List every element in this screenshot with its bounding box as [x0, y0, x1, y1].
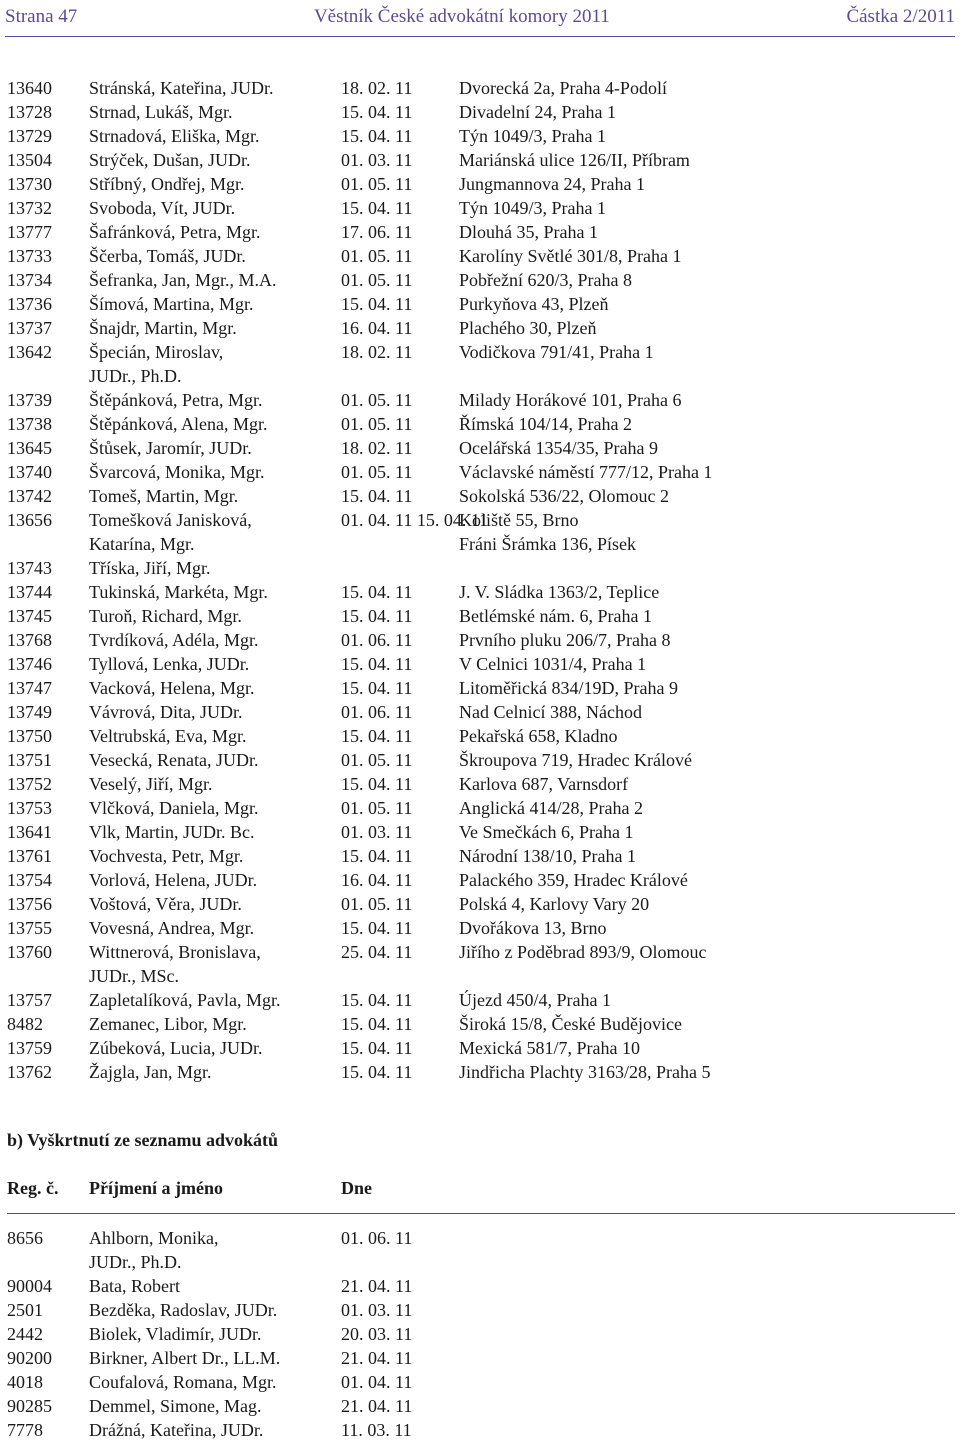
- registration-date: 18. 02. 11: [341, 438, 413, 458]
- lawyer-name: Tomešková Janisková, Katarína, Mgr.: [89, 510, 252, 554]
- list-item: [7, 1274, 957, 1298]
- list-item: [7, 1036, 957, 1060]
- removal-list: [7, 1226, 957, 1442]
- registration-date: 15. 04. 11: [341, 102, 413, 122]
- registration-date: 15. 04. 11: [341, 294, 413, 314]
- lawyer-name: Štěpánková, Petra, Mgr.: [89, 390, 263, 410]
- reg-number: 13746: [7, 654, 52, 674]
- registration-date: 01. 03. 11: [341, 822, 413, 842]
- list-item: [7, 244, 957, 268]
- list-item: [7, 628, 957, 652]
- reg-number: 13730: [7, 174, 52, 194]
- list-item: [7, 1418, 957, 1442]
- removal-date: 21. 04. 11: [341, 1396, 413, 1416]
- registration-date: 18. 02. 11: [341, 342, 413, 362]
- lawyer-name: Wittnerová, Bronislava, JUDr., MSc.: [89, 942, 261, 986]
- list-item: [7, 940, 957, 988]
- lawyer-name: Tvrdíková, Adéla, Mgr.: [89, 630, 259, 650]
- lawyer-name: Veselý, Jiří, Mgr.: [89, 774, 213, 794]
- reg-number: 13755: [7, 918, 52, 938]
- lawyer-name: Biolek, Vladimír, JUDr.: [89, 1324, 262, 1344]
- office-address: Dvořákova 13, Brno: [459, 918, 607, 938]
- list-item: [7, 124, 957, 148]
- reg-number: 2442: [7, 1324, 43, 1344]
- reg-number: 13759: [7, 1038, 52, 1058]
- list-item: [7, 148, 957, 172]
- reg-number: 13747: [7, 678, 52, 698]
- lawyer-name: Stříbný, Ondřej, Mgr.: [89, 174, 245, 194]
- col-header-date: Dne: [341, 1178, 372, 1198]
- journal-title: Věstník České advokátní komory 2011: [313, 6, 610, 27]
- registration-date: 15. 04. 11: [341, 654, 413, 674]
- list-item: [7, 1322, 957, 1346]
- list-item: [7, 796, 957, 820]
- registration-date: 15. 04. 11: [341, 774, 413, 794]
- lawyer-name: Tukinská, Markéta, Mgr.: [89, 582, 268, 602]
- lawyer-name: Vlk, Martin, JUDr. Bc.: [89, 822, 255, 842]
- office-address: Ve Smečkách 6, Praha 1: [459, 822, 634, 842]
- office-address: Ocelářská 1354/35, Praha 9: [459, 438, 658, 458]
- registration-date: 01. 06. 11: [341, 630, 413, 650]
- office-address: Jindřicha Plachty 3163/28, Praha 5: [459, 1062, 711, 1082]
- reg-number: 90200: [7, 1348, 52, 1368]
- reg-number: 13742: [7, 486, 52, 506]
- reg-number: 13757: [7, 990, 52, 1010]
- office-address: Polská 4, Karlovy Vary 20: [459, 894, 650, 914]
- lawyer-name: Zemanec, Libor, Mgr.: [89, 1014, 247, 1034]
- office-address: Národní 138/10, Praha 1: [459, 846, 636, 866]
- registration-list: [7, 76, 957, 1084]
- list-item: [7, 196, 957, 220]
- reg-number: 13768: [7, 630, 52, 650]
- office-address: Václavské náměstí 777/12, Praha 1: [459, 462, 713, 482]
- col-header-name: Příjmení a jméno: [89, 1178, 223, 1198]
- list-item: [7, 676, 957, 700]
- registration-date: 25. 04. 11: [341, 942, 413, 962]
- reg-number: 90285: [7, 1396, 52, 1416]
- office-address: Mariánská ulice 126/II, Příbram: [459, 150, 690, 170]
- section-heading: b) Vyškrtnutí ze seznamu advokátů: [7, 1130, 279, 1150]
- reg-number: 13739: [7, 390, 52, 410]
- registration-date: 01. 05. 11: [341, 174, 413, 194]
- registration-date: 01. 03. 11: [341, 150, 413, 170]
- list-item: [7, 1370, 957, 1394]
- lawyer-name: Špecián, Miroslav, JUDr., Ph.D.: [89, 342, 224, 386]
- reg-number: 8656: [7, 1228, 43, 1248]
- removal-date: 21. 04. 11: [341, 1276, 413, 1296]
- list-item: [7, 508, 957, 556]
- office-address: Vodičkova 791/41, Praha 1: [459, 342, 654, 362]
- list-item: [7, 772, 957, 796]
- removal-date: 01. 04. 11: [341, 1372, 413, 1392]
- lawyer-name: Veltrubská, Eva, Mgr.: [89, 726, 247, 746]
- lawyer-name: Švarcová, Monika, Mgr.: [89, 462, 265, 482]
- reg-number: 13732: [7, 198, 52, 218]
- reg-number: 13733: [7, 246, 52, 266]
- removal-date: 11. 03. 11: [341, 1420, 412, 1440]
- lawyer-name: Birkner, Albert Dr., LL.M.: [89, 1348, 281, 1368]
- office-address: Týn 1049/3, Praha 1: [459, 198, 606, 218]
- list-item: [7, 844, 957, 868]
- office-address: J. V. Sládka 1363/2, Teplice: [459, 582, 660, 602]
- list-item: [7, 1060, 957, 1084]
- list-item: [7, 172, 957, 196]
- registration-date: 01. 05. 11: [341, 390, 413, 410]
- lawyer-name: Vovesná, Andrea, Mgr.: [89, 918, 255, 938]
- registration-date: 15. 04. 11: [341, 990, 413, 1010]
- list-item: [7, 268, 957, 292]
- lawyer-name: Štěpánková, Alena, Mgr.: [89, 414, 268, 434]
- lawyer-name: Zúbeková, Lucia, JUDr.: [89, 1038, 263, 1058]
- office-address: Dlouhá 35, Praha 1: [459, 222, 598, 242]
- lawyer-name: Vesecká, Renata, JUDr.: [89, 750, 259, 770]
- lawyer-name: Tomeš, Martin, Mgr.: [89, 486, 239, 506]
- page-header: [5, 0, 955, 34]
- reg-number: 13743: [7, 558, 52, 578]
- registration-date: 15. 04. 11: [341, 582, 413, 602]
- page-number: Strana 47: [5, 6, 78, 27]
- list-item: [7, 580, 957, 604]
- office-address: Týn 1049/3, Praha 1: [459, 126, 606, 146]
- reg-number: 13756: [7, 894, 52, 914]
- lawyer-name: Strnadová, Eliška, Mgr.: [89, 126, 260, 146]
- reg-number: 13761: [7, 846, 52, 866]
- reg-number: 13656: [7, 510, 52, 530]
- lawyer-name: Voštová, Věra, JUDr.: [89, 894, 242, 914]
- reg-number: 8482: [7, 1014, 43, 1034]
- registration-date: 01. 05. 11: [341, 798, 413, 818]
- lawyer-name: Svoboda, Vít, JUDr.: [89, 198, 236, 218]
- registration-date: 15. 04. 11: [341, 1062, 413, 1082]
- office-address: Pobřežní 620/3, Praha 8: [459, 270, 632, 290]
- reg-number: 13504: [7, 150, 52, 170]
- reg-number: 13738: [7, 414, 52, 434]
- column-headers: [7, 1178, 459, 1199]
- list-item: [7, 868, 957, 892]
- list-item: [7, 484, 957, 508]
- registration-date: 01. 05. 11: [341, 462, 413, 482]
- list-item: [7, 220, 957, 244]
- reg-number: 13740: [7, 462, 52, 482]
- list-item: [7, 100, 957, 124]
- registration-date: 01. 05. 11: [341, 894, 413, 914]
- list-item: [7, 316, 957, 340]
- office-address: V Celnici 1031/4, Praha 1: [459, 654, 647, 674]
- lawyer-name: Šímová, Martina, Mgr.: [89, 294, 254, 314]
- office-address: Široká 15/8, České Budějovice: [459, 1014, 682, 1034]
- lawyer-name: Vorlová, Helena, JUDr.: [89, 870, 258, 890]
- list-item: [7, 700, 957, 724]
- reg-number: 7778: [7, 1420, 43, 1440]
- list-item: [7, 724, 957, 748]
- reg-number: 90004: [7, 1276, 52, 1296]
- lawyer-name: Turoň, Richard, Mgr.: [89, 606, 242, 626]
- reg-number: 13645: [7, 438, 52, 458]
- registration-date: 18. 02. 11: [341, 78, 413, 98]
- office-address: Litoměřická 834/19D, Praha 9: [459, 678, 678, 698]
- registration-date: 01. 05. 11: [341, 414, 413, 434]
- office-address: Divadelní 24, Praha 1: [459, 102, 616, 122]
- office-address: Dvorecká 2a, Praha 4-Podolí: [459, 78, 667, 98]
- registration-date: 01. 05. 11: [341, 246, 413, 266]
- reg-number: 13752: [7, 774, 52, 794]
- reg-number: 13754: [7, 870, 52, 890]
- lawyer-name: Demmel, Simone, Mag.: [89, 1396, 262, 1416]
- list-item: [7, 460, 957, 484]
- registration-date: 15. 04. 11: [341, 846, 413, 866]
- col-header-reg: Reg. č.: [7, 1178, 59, 1198]
- list-item: [7, 916, 957, 940]
- list-item: [7, 436, 957, 460]
- office-address: Škroupova 719, Hradec Králové: [459, 750, 692, 770]
- lawyer-name: Coufalová, Romana, Mgr.: [89, 1372, 277, 1392]
- office-address: Palackého 359, Hradec Králové: [459, 870, 688, 890]
- lawyer-name: Vávrová, Dita, JUDr.: [89, 702, 243, 722]
- lawyer-name: Zapletalíková, Pavla, Mgr.: [89, 990, 281, 1010]
- list-item: [7, 820, 957, 844]
- registration-date: 15. 04. 11: [341, 918, 413, 938]
- office-address: Plachého 30, Plzeň: [459, 318, 597, 338]
- office-address: Karlova 687, Varnsdorf: [459, 774, 629, 794]
- list-item: [7, 748, 957, 772]
- registration-date: 15. 04. 11: [341, 126, 413, 146]
- lawyer-name: Vlčková, Daniela, Mgr.: [89, 798, 259, 818]
- list-item: [7, 388, 957, 412]
- list-item: [7, 292, 957, 316]
- reg-number: 13640: [7, 78, 52, 98]
- list-item: [7, 604, 957, 628]
- registration-date: 01. 05. 11: [341, 270, 413, 290]
- reg-number: 13749: [7, 702, 52, 722]
- lawyer-name: Šnajdr, Martin, Mgr.: [89, 318, 237, 338]
- reg-number: 4018: [7, 1372, 43, 1392]
- list-item: [7, 1394, 957, 1418]
- registration-date: 15. 04. 11: [341, 1038, 413, 1058]
- lawyer-name: Drážná, Kateřina, JUDr.: [89, 1420, 264, 1440]
- list-item: [7, 1346, 957, 1370]
- lawyer-name: Žajgla, Jan, Mgr.: [89, 1062, 212, 1082]
- list-item: [7, 892, 957, 916]
- lawyer-name: Ahlborn, Monika, JUDr., Ph.D.: [89, 1228, 219, 1272]
- lawyer-name: Strnad, Lukáš, Mgr.: [89, 102, 233, 122]
- office-address: Jungmannova 24, Praha 1: [459, 174, 645, 194]
- office-address: Sokolská 536/22, Olomouc 2: [459, 486, 669, 506]
- reg-number: 13777: [7, 222, 52, 242]
- list-item: [7, 1012, 957, 1036]
- office-address: Římská 104/14, Praha 2: [459, 414, 632, 434]
- registration-date: 15. 04. 11: [341, 486, 413, 506]
- office-address: Purkyňova 43, Plzeň: [459, 294, 609, 314]
- office-address: Betlémské nám. 6, Praha 1: [459, 606, 652, 626]
- registration-date: 15. 04. 11: [341, 678, 413, 698]
- issue-number: Částka 2/2011: [846, 6, 955, 27]
- lawyer-name: Stránská, Kateřina, JUDr.: [89, 78, 274, 98]
- list-item: [7, 988, 957, 1012]
- office-address: Újezd 450/4, Praha 1: [459, 990, 611, 1010]
- office-address: Mexická 581/7, Praha 10: [459, 1038, 640, 1058]
- office-address: Milady Horákové 101, Praha 6: [459, 390, 682, 410]
- reg-number: 13753: [7, 798, 52, 818]
- lawyer-name: Ščerba, Tomáš, JUDr.: [89, 246, 246, 266]
- office-address: Koliště 55, Brno Fráni Šrámka 136, Písek: [459, 510, 636, 554]
- lawyer-name: Šafránková, Petra, Mgr.: [89, 222, 261, 242]
- list-item: [7, 340, 957, 388]
- registration-date: 15. 04. 11: [341, 198, 413, 218]
- lawyer-name: Šefranka, Jan, Mgr., M.A.: [89, 270, 277, 290]
- office-address: Prvního pluku 206/7, Praha 8: [459, 630, 671, 650]
- reg-number: 13642: [7, 342, 52, 362]
- lawyer-name: Tyllová, Lenka, JUDr.: [89, 654, 250, 674]
- list-item: [7, 76, 957, 100]
- reg-number: 13728: [7, 102, 52, 122]
- lawyer-name: Bata, Robert: [89, 1276, 180, 1296]
- registration-date: 15. 04. 11: [341, 1014, 413, 1034]
- reg-number: 13760: [7, 942, 52, 962]
- registration-date: 15. 04. 11: [341, 606, 413, 626]
- lawyer-name: Tříska, Jiří, Mgr.: [89, 558, 211, 578]
- reg-number: 13744: [7, 582, 52, 602]
- office-address: Karolíny Světlé 301/8, Praha 1: [459, 246, 682, 266]
- list-item: [7, 556, 957, 580]
- registration-date: 15. 04. 11: [341, 726, 413, 746]
- list-item: [7, 1226, 957, 1274]
- reg-number: 13736: [7, 294, 52, 314]
- reg-number: 2501: [7, 1300, 43, 1320]
- lawyer-name: Vacková, Helena, Mgr.: [89, 678, 255, 698]
- registration-date: 01. 05. 11: [341, 750, 413, 770]
- lawyer-name: Strýček, Dušan, JUDr.: [89, 150, 251, 170]
- registration-date: 16. 04. 11: [341, 870, 413, 890]
- reg-number: 13745: [7, 606, 52, 626]
- reg-number: 13751: [7, 750, 52, 770]
- header-divider: [5, 36, 955, 37]
- reg-number: 13750: [7, 726, 52, 746]
- office-address: Anglická 414/28, Praha 2: [459, 798, 643, 818]
- lawyer-name: Štůsek, Jaromír, JUDr.: [89, 438, 252, 458]
- office-address: Nad Celnicí 388, Náchod: [459, 702, 642, 722]
- registration-date: 01. 04. 11 15. 04. 11: [341, 510, 489, 530]
- section-divider: [7, 1213, 955, 1214]
- office-address: Jiřího z Poděbrad 893/9, Olomouc: [459, 942, 707, 962]
- list-item: [7, 652, 957, 676]
- lawyer-name: Bezděka, Radoslav, JUDr.: [89, 1300, 278, 1320]
- registration-date: [341, 556, 459, 580]
- reg-number: 13734: [7, 270, 52, 290]
- registration-date: 16. 04. 11: [341, 318, 413, 338]
- list-item: [7, 1298, 957, 1322]
- list-item: [7, 412, 957, 436]
- registration-date: 01. 06. 11: [341, 702, 413, 722]
- lawyer-name: Vochvesta, Petr, Mgr.: [89, 846, 244, 866]
- reg-number: 13729: [7, 126, 52, 146]
- removal-date: 20. 03. 11: [341, 1324, 413, 1344]
- reg-number: 13737: [7, 318, 52, 338]
- removal-date: 01. 03. 11: [341, 1300, 413, 1320]
- reg-number: 13762: [7, 1062, 52, 1082]
- removal-date: 01. 06. 11: [341, 1228, 413, 1248]
- reg-number: 13641: [7, 822, 52, 842]
- office-address: [459, 556, 957, 580]
- office-address: Pekařská 658, Kladno: [459, 726, 618, 746]
- removal-date: 21. 04. 11: [341, 1348, 413, 1368]
- registration-date: 17. 06. 11: [341, 222, 413, 242]
